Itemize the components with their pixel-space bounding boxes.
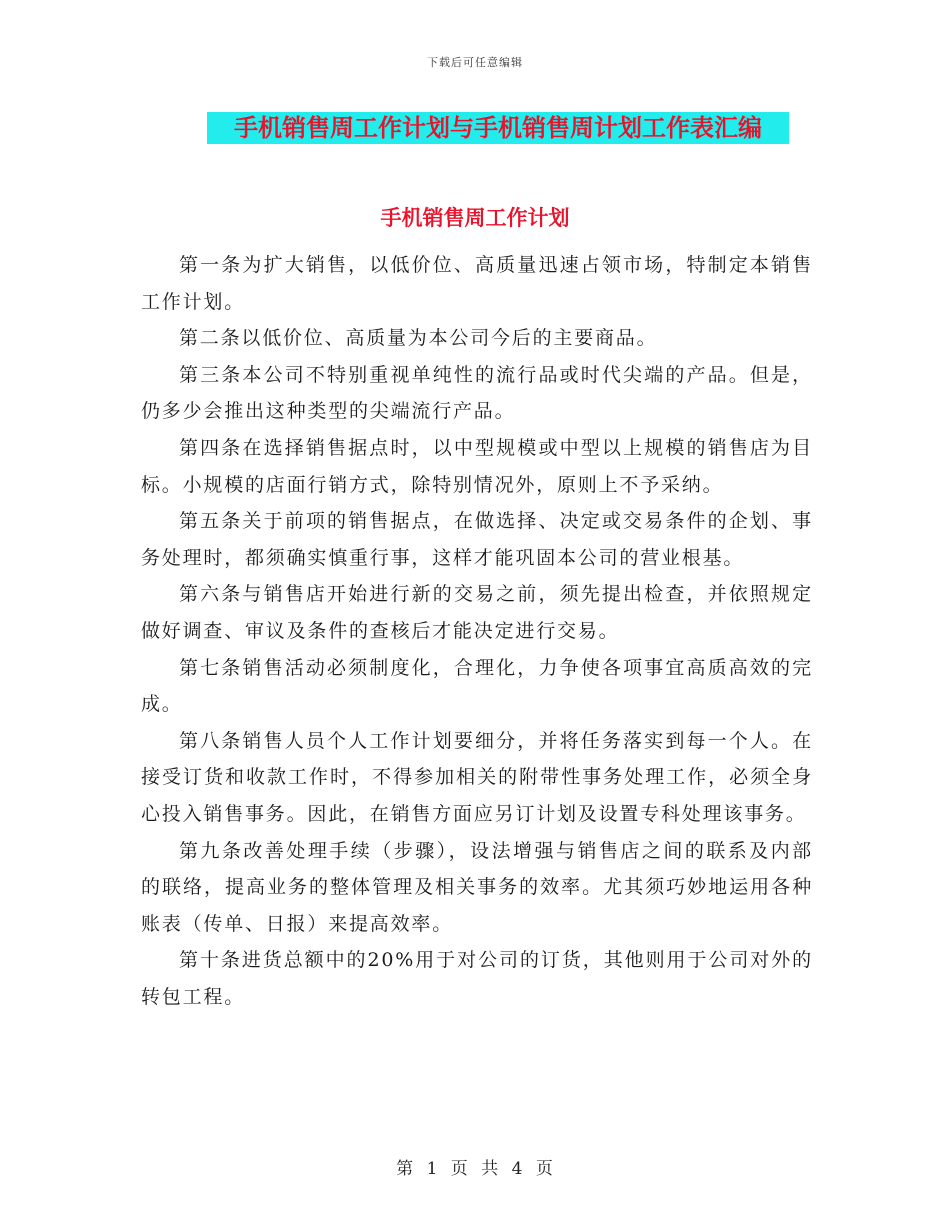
paragraph-10: 第十条进货总额中的20%用于对公司的订货，其他则用于公司对外的转包工程。 [141, 949, 813, 1008]
paragraph-9: 第九条改善处理手续（步骤），设法增强与销售店之间的联系及内部的联络，提高业务的整体管理及相关事务的效率。尤其须巧妙地运用各种账表（传单、日报）来提高效率。 [141, 839, 813, 935]
paragraph-5: 第五条关于前项的销售据点，在做选择、决定或交易条件的企划、事务处理时，都须确实慎重行事，这样才能巩固本公司的营业根基。 [141, 510, 813, 569]
paragraph-4: 第四条在选择销售据点时，以中型规模或中型以上规模的销售店为目标。小规模的店面行销方式，除特别情况外，原则上不予采纳。 [141, 436, 813, 496]
paragraph-3: 第三条本公司不特别重视单纯性的流行品或时代尖端的产品。但是，仍多少会推出这种类型的尖端流行产品。 [141, 363, 813, 423]
paragraph-6: 第六条与销售店开始进行新的交易之前，须先提出检查，并依照规定做好调查、审议及条件的查核后才能决定进行交易。 [141, 583, 813, 642]
paragraph-1: 第一条为扩大销售，以低价位、高质量迅速占领市场，特制定本销售工作计划。 [141, 254, 813, 313]
paragraph-7: 第七条销售活动必须制度化，合理化，力争使各项事宜高质高效的完成。 [141, 656, 813, 716]
header-note: 下载后可任意编辑 [427, 56, 523, 69]
body-text [141, 247, 813, 1015]
paragraph-8: 第八条销售人员个人工作计划要细分，并将任务落实到每一个人。在接受订货和收款工作时，不得参加相关的附带性事务处理工作，必须全身心投入销售事务。因此，在销售方面应另订计划及设置专科处理该事务。 [141, 729, 813, 825]
paragraph-2: 第二条以低价位、高质量为本公司今后的主要商品。 [179, 327, 658, 350]
main-title-highlight [207, 112, 789, 144]
section-title: 手机销售周工作计划 [380, 206, 570, 230]
page-footer: 第 1 页 共 4 页 [396, 1159, 554, 1179]
document-title: 手机销售周工作计划与手机销售周计划工作表汇编 [234, 114, 762, 142]
